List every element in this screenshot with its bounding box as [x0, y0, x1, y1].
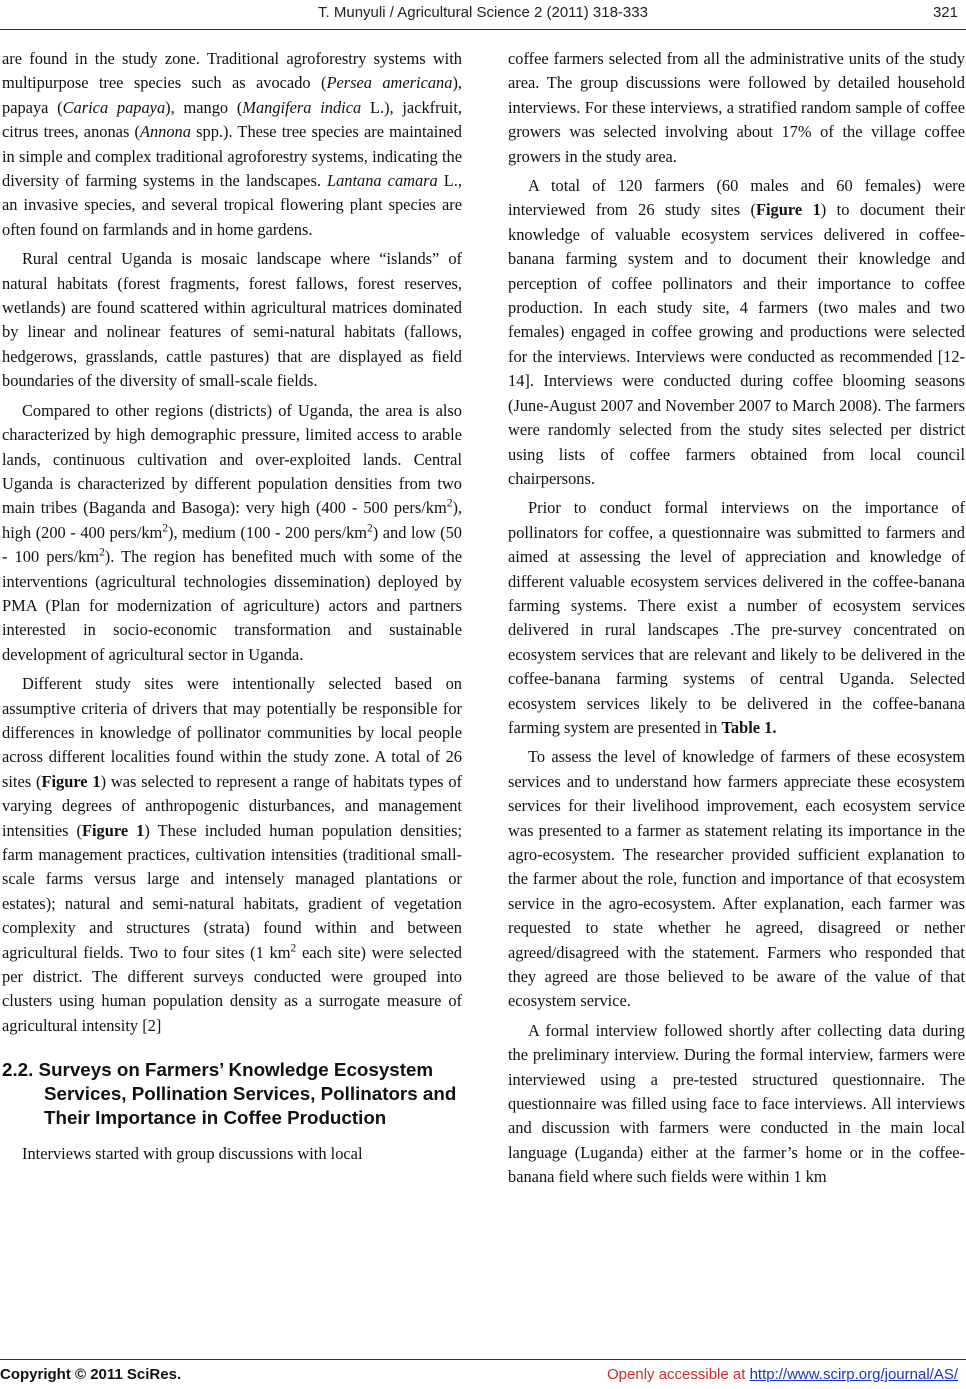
- table-reference: Table 1.: [721, 717, 777, 737]
- paragraph: Different study sites were intentionally selected based on assumptive criteria of drivers that may potentially be responsible for differences in knowledge of pollinator communities by local people across different localities found within the study zone. A total of 26 sites (Figure 1) was selected to represent a range of habitats types of varying degrees of anthropogenic disturbances, and management intensities (Figure 1) These included human population densities; farm management practices, cultivation intensities (traditional small-scale farms versus large and intensely managed plantations or estates); natural and semi-natural habitats, gradient of vegetation complexity and structures (strata) found within and between agricultural fields. Two to four sites (1 $km^2$ each site) were selected per district. The different surveys conducted were grouped into clusters using human population density as a surrogate measure of agricultural intensity [2]: [2, 674, 463, 1035]
- footer-divider: [0, 1359, 966, 1360]
- paragraph: Rural central Uganda is mosaic landscape where “islands” of natural habitats (forest fragments, forest fallows, forest reserves, wetlands) are found scattered within agricultural matrices dominated by linear and nolinear features of semi-natural habitats (fallows, hedgerows, grasslands, cattle pastures) that are displayed as field boundaries of the diversity of small-scale fields.: [2, 249, 462, 391]
- paragraph: To assess the level of knowledge of farmers of these ecosystem services and to understand how farmers appreciate these ecosystem services for their livelihood improvement, each ecosystem service was presented to a farmer as statement relating its importance in the agro-ecosystem. The researcher provided sufficient explanation to the farmer about the role, function and importance of that ecosystem service in the agro-ecosystem. After explanation, each farmer was requested to state whether he agreed, disagreed or nether agreed/disagreed with the statement. Farmers who responded that they agreed are those believed to be aware of the value of that ecosystem service.: [508, 747, 965, 1011]
- section-heading: 2.2. Surveys on Farmers’ Knowledge Ecosystem Services, Pollination Services, Pollinators and Their Importance in Coffee Production: [2, 1059, 457, 1129]
- right-column: [508, 47, 965, 1190]
- copyright-notice: Copyright © 2011 SciRes.: [0, 1366, 182, 1383]
- running-title: T. Munyuli / Agricultural Science 2 (2011) 318-333: [318, 4, 648, 21]
- paragraph: Compared to other regions (districts) of Uganda, the area is also characterized by high demographic pressure, limited access to arable lands, continuous cultivation and over-exploited lands. Central Uganda is characterized by different population densities from two main tribes (Baganda and Basoga): very high (400 - 500 pers/$km^2$), high (200 - 400 pers/$km^2$), medium (100 - 200 pers/$km^2$) and low (50 - 100 pers/$km^2$). The region has benefited much with some of the interventions (agricultural technologies dissemination) deployed by PMA (Plan for modernization of agriculture) actors and partners interested in socio-economic transformation and sustainable development of agricultural sector in Uganda.: [2, 400, 462, 664]
- species-name: Persea americana: [326, 73, 453, 93]
- paragraph: A formal interview followed shortly after collecting data during the preliminary interview. During the formal interview, farmers were interviewed using a pre-tested structured questionnaire. The questionnaire was filled using face to face interviews. All interviews and discussion with farmers were conducted in the main local language (Luganda) either at the farmer’s home or in the coffee-banana field where such fields were within 1 km: [508, 1020, 965, 1187]
- figure-reference: Figure 1: [81, 820, 145, 840]
- paragraph: Interviews started with group discussions with local: [22, 1144, 363, 1164]
- species-name: Carica papaya: [62, 97, 166, 117]
- header-divider: [0, 29, 966, 30]
- paragraph: are found in the study zone. Traditional agroforestry systems with multipurpose tree species such as avocado (Persea americana), papaya (Carica papaya), mango (Mangifera indica L.), jackfruit, citrus trees, anonas (Annona spp.). These tree species are maintained in simple and complex traditional agroforestry systems, indicating the diversity of farming systems in the landscapes. Lantana camara L., an invasive species, and several tropical flowering plant species are often found on farmlands and in home gardens.: [2, 49, 462, 239]
- paragraph: coffee farmers selected from all the administrative units of the study area. The group discussions were followed by detailed household interviews. For these interviews, a stratified random sample of coffee growers was selected involving about 17% of the village coffee growers in the study area.: [508, 49, 965, 166]
- journal-link[interactable]: http://www.scirp.org/journal/AS/: [749, 1366, 958, 1383]
- open-access-notice: Openly accessible at http://www.scirp.org/journal/AS/: [607, 1366, 958, 1383]
- figure-reference: Figure 1: [755, 200, 821, 220]
- page-number: 321: [932, 4, 958, 21]
- species-name: Mangifera indica: [242, 97, 362, 117]
- left-column: [2, 47, 462, 1167]
- figure-reference: Figure 1: [41, 771, 101, 791]
- species-name: Annona: [139, 122, 191, 142]
- paragraph: A total of 120 farmers (60 males and 60 females) were interviewed from 26 study sites (Figure 1) to document their knowledge of valuable ecosystem services delivered in coffee-banana farming system and to document their knowledge and perception of coffee pollinators and their importance to coffee production. In each study site, 4 farmers (two males and two females) engaged in coffee growing and productions were selected for the interviews. Interviews were conducted as recommended [12-14]. Interviews were conducted during coffee blooming seasons (June-August 2007 and November 2007 to March 2008). The farmers were randomly selected from the study sites selected per district using lists of coffee farmers obtained from local council chairpersons.: [508, 176, 965, 488]
- paragraph: Prior to conduct formal interviews on the importance of pollinators for coffee, a questionnaire was submitted to farmers and aimed at assessing the level of appreciation and knowledge of different valuable ecosystem services delivered in the coffee-banana farming systems. There exist a number of ecosystem services delivered in rural landscapes .The pre-survey concentrated on ecosystem services that are relevant and likely to be delivered in the coffee-banana farming systems of central Uganda. Selected ecosystem services likely to be delivered in the coffee-banana farming system are presented in Table 1.: [508, 498, 965, 737]
- species-name: Lantana camara: [326, 171, 438, 191]
